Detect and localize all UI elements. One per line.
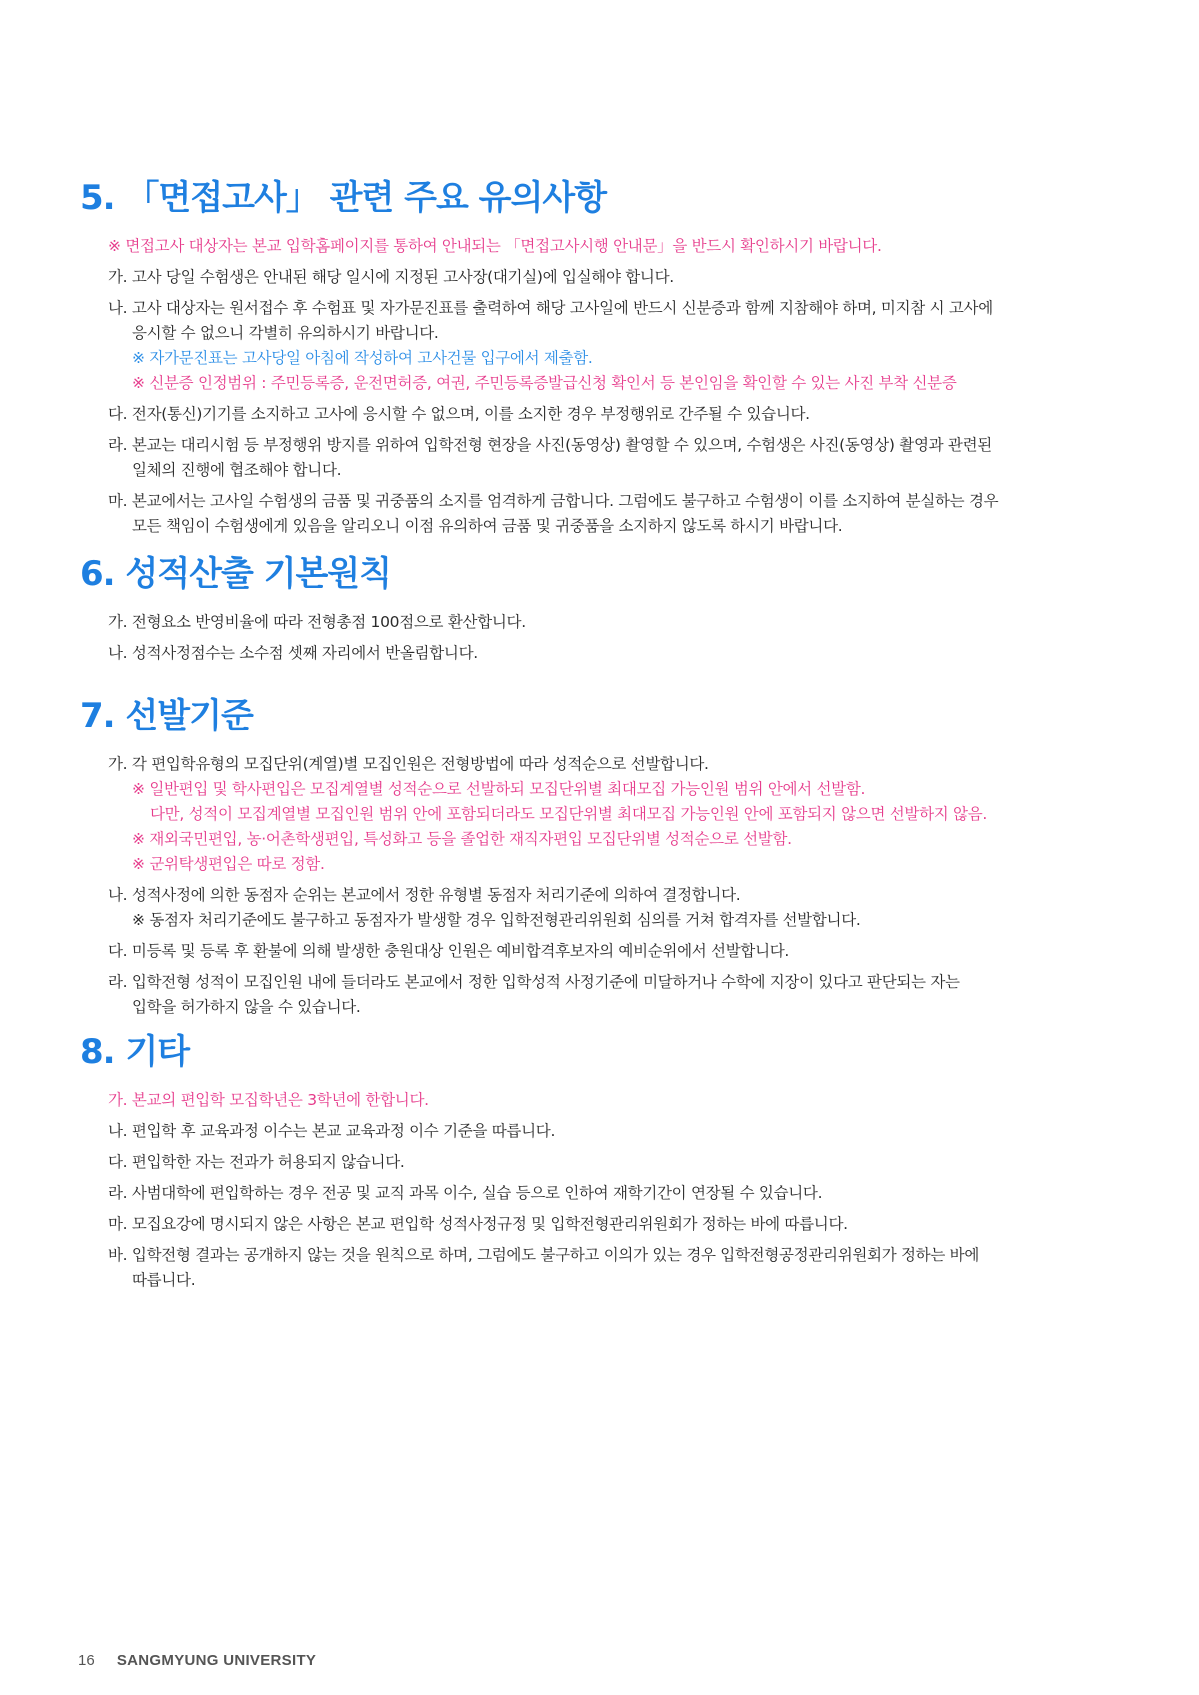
- section-8: [80, 1030, 1120, 1299]
- section-5-item-b-note1: ※ 자가문진표는 고사당일 아침에 작성하여 고사건물 입구에서 제출함.: [132, 349, 593, 367]
- section-6: [80, 552, 1120, 672]
- section-8-item-f-line2: 따릅니다.: [132, 1271, 196, 1289]
- section-7-item-d-line2: 입학을 허가하지 않을 수 있습니다.: [132, 998, 361, 1016]
- section-8-item-c: 다. 편입학한 자는 전과가 허용되지 않습니다.: [108, 1153, 405, 1171]
- section-8-item-f-line1: 바. 입학전형 결과는 공개하지 않는 것을 원칙으로 하며, 그럼에도 불구하고 이의가 있는 경우 입학전형공정관리위원회가 정하는 바에: [108, 1246, 980, 1264]
- section-7-item-b-text: 나. 성적사정에 의한 동점자 순위는 본교에서 정한 유형별 동점자 처리기준에 의하여 결정합니다.: [108, 886, 741, 904]
- section-5-item-b-line1: 나. 고사 대상자는 원서접수 후 수험표 및 자가문진표를 출력하여 해당 고사일에 반드시 신분증과 함께 지참해야 하며, 미지참 시 고사에: [108, 299, 993, 317]
- section-5-item-c: 다. 전자(통신)기기를 소지하고 고사에 응시할 수 없으며, 이를 소지한 경우 부정행위로 간주될 수 있습니다.: [108, 405, 810, 423]
- section-6-heading: 6. 성적산출 기본원칙: [80, 554, 391, 594]
- section-7-item-a-note3: ※ 군위탁생편입은 따로 정함.: [132, 855, 325, 873]
- section-8-item-b: 나. 편입학 후 교육과정 이수는 본교 교육과정 이수 기준을 따릅니다.: [108, 1122, 556, 1140]
- section-5-heading: 5. 「면접고사」 관련 주요 유의사항: [80, 178, 607, 218]
- section-8-item-e: 마. 모집요강에 명시되지 않은 사항은 본교 편입학 성적사정규정 및 입학전형관리위원회가 정하는 바에 따릅니다.: [108, 1215, 848, 1233]
- section-5-item-b-line2: 응시할 수 없으니 각별히 유의하시기 바랍니다.: [132, 324, 439, 342]
- section-7-item-a-note1: ※ 일반편입 및 학사편입은 모집계열별 성적순으로 선발하되 모집단위별 최대모집 가능인원 범위 안에서 선발함.: [132, 780, 866, 798]
- section-6-item-a: 가. 전형요소 반영비율에 따라 전형총점 100점으로 환산합니다.: [108, 613, 526, 631]
- page-number: 16: [78, 1652, 95, 1669]
- section-5-item-d-line1: 라. 본교는 대리시험 등 부정행위 방지를 위하여 입학전형 현장을 사진(동영상) 촬영할 수 있으며, 수험생은 사진(동영상) 촬영과 관련된: [108, 436, 992, 454]
- section-7-item-b: [80, 883, 1120, 933]
- section-5-note: ※ 면접고사 대상자는 본교 입학홈페이지를 통하여 안내되는 「면접고사시행 안내문」을 반드시 확인하시기 바랍니다.: [108, 237, 882, 255]
- section-6-item-b: 나. 성적사정점수는 소수점 셋째 자리에서 반올림합니다.: [108, 644, 478, 662]
- section-7-item-c: 다. 미등록 및 등록 후 환불에 의해 발생한 충원대상 인원은 예비합격후보자의 예비순위에서 선발합니다.: [108, 942, 790, 960]
- section-7-item-b-note: ※ 동점자 처리기준에도 불구하고 동점자가 발생할 경우 입학전형관리위원회 심의를 거쳐 합격자를 선발합니다.: [132, 911, 861, 929]
- section-8-item-d: 라. 사범대학에 편입학하는 경우 전공 및 교직 과목 이수, 실습 등으로 인하여 재학기간이 연장될 수 있습니다.: [108, 1184, 823, 1202]
- section-7-item-a: [80, 752, 1120, 877]
- section-5-item-e-line2: 모든 책임이 수험생에게 있음을 알리오니 이점 유의하여 금품 및 귀중품을 소지하지 않도록 하시기 바랍니다.: [132, 517, 843, 535]
- page-footer: [78, 1652, 316, 1669]
- section-5-item-a: 가. 고사 당일 수험생은 안내된 해당 일시에 지정된 고사장(대기실)에 입실해야 합니다.: [108, 268, 674, 286]
- section-5-item-e-line1: 마. 본교에서는 고사일 수험생의 금품 및 귀중품의 소지를 엄격하게 금합니다. 그럼에도 불구하고 수험생이 이를 소지하여 분실하는 경우: [108, 492, 999, 510]
- section-5-item-b: [80, 296, 1120, 396]
- section-8-heading: 8. 기타: [80, 1032, 190, 1072]
- footer-university-name: SANGMYUNG UNIVERSITY: [116, 1652, 317, 1669]
- section-7-item-a-text: 가. 각 편입학유형의 모집단위(계열)별 모집인원은 전형방법에 따라 성적순으로 선발합니다.: [108, 755, 709, 773]
- section-5-item-d-line2: 일체의 진행에 협조해야 합니다.: [132, 461, 342, 479]
- section-8-item-a: 가. 본교의 편입학 모집학년은 3학년에 한합니다.: [108, 1091, 429, 1109]
- section-7-heading: 7. 선발기준: [80, 696, 253, 736]
- section-7: [80, 694, 1120, 1026]
- section-8-item-f: [80, 1243, 1120, 1293]
- section-5-item-e: [80, 489, 1120, 539]
- section-7-item-d: [80, 970, 1120, 1020]
- section-5: [80, 176, 1120, 545]
- section-7-item-a-note1b: 다만, 성적이 모집계열별 모집인원 범위 안에 포함되더라도 모집단위별 최대모집 가능인원 안에 포함되지 않으면 선발하지 않음.: [150, 805, 988, 823]
- section-5-item-b-note2: ※ 신분증 인정범위 : 주민등록증, 운전면허증, 여권, 주민등록증발급신청 확인서 등 본인임을 확인할 수 있는 사진 부착 신분증: [132, 374, 957, 392]
- section-5-item-d: [80, 433, 1120, 483]
- section-7-item-a-note2: ※ 재외국민편입, 농·어촌학생편입, 특성화고 등을 졸업한 재직자편입 모집단위별 성적순으로 선발함.: [132, 830, 792, 848]
- section-7-item-d-line1: 라. 입학전형 성적이 모집인원 내에 들더라도 본교에서 정한 입학성적 사정기준에 미달하거나 수학에 지장이 있다고 판단되는 자는: [108, 973, 960, 991]
